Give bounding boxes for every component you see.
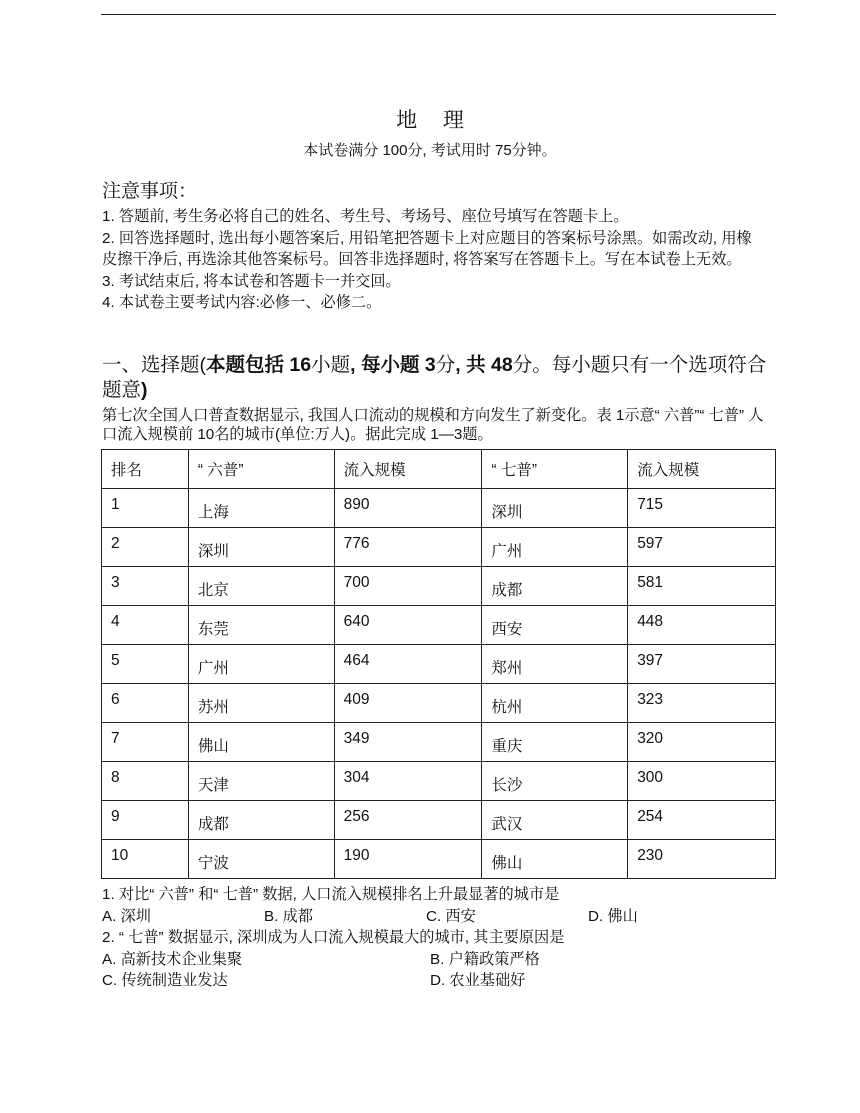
cell-inflow7: 230 — [628, 840, 776, 879]
cell-city7: 成都 — [482, 567, 628, 606]
cell-inflow6: 190 — [334, 840, 482, 879]
cell-city6: 佛山 — [188, 723, 334, 762]
cell-city6: 天津 — [188, 762, 334, 801]
header-inflow6: 流入规模 — [334, 450, 482, 489]
cell-city6: 苏州 — [188, 684, 334, 723]
table-row — [102, 840, 776, 879]
option-d: D. 农业基础好 — [430, 972, 526, 989]
cell-inflow7: 581 — [628, 567, 776, 606]
cell-rank: 10 — [102, 840, 189, 879]
notes-list — [102, 206, 762, 314]
option-c: C. 传统制造业发达 — [102, 972, 228, 989]
cell-inflow6: 256 — [334, 801, 482, 840]
cell-inflow7: 397 — [628, 645, 776, 684]
page-title: 地 理 — [396, 109, 474, 132]
notes-heading: 注意事项： — [102, 181, 198, 202]
cell-city6: 宁波 — [188, 840, 334, 879]
table-row — [102, 567, 776, 606]
note-item: 1. 答题前, 考生务必将自己的姓名、考生号、考场号、座位号填写在答题卡上。 — [102, 208, 629, 225]
cell-inflow6: 776 — [334, 528, 482, 567]
cell-rank: 1 — [102, 489, 189, 528]
option-a: A. 高新技术企业集聚 — [102, 950, 243, 968]
table-row — [102, 489, 776, 528]
cell-city7: 西安 — [482, 606, 628, 645]
cell-rank: 7 — [102, 723, 189, 762]
cell-city6: 深圳 — [188, 528, 334, 567]
cell-city7: 重庆 — [482, 723, 628, 762]
note-item: 3. 考试结束后, 将本试卷和答题卡一并交回。 — [102, 272, 401, 290]
cell-rank: 3 — [102, 567, 189, 606]
table-row — [102, 801, 776, 840]
exam-info: 本试卷满分 100分, 考试用时 75分钟。 — [303, 142, 557, 159]
cell-inflow7: 597 — [628, 528, 776, 567]
cell-inflow7: 323 — [628, 684, 776, 723]
cell-rank: 8 — [102, 762, 189, 801]
cell-city7: 广州 — [482, 528, 628, 567]
option-d: D. 佛山 — [588, 907, 638, 925]
cell-inflow6: 464 — [334, 645, 482, 684]
cell-rank: 2 — [102, 528, 189, 567]
cell-city7: 郑州 — [482, 645, 628, 684]
cell-inflow7: 254 — [628, 801, 776, 840]
cell-inflow6: 890 — [334, 489, 482, 528]
cell-rank: 4 — [102, 606, 189, 645]
cell-city7: 深圳 — [482, 489, 628, 528]
question-2-options-row-2 — [102, 970, 767, 992]
option-b: B. 户籍政策严格 — [430, 950, 540, 968]
cell-inflow7: 715 — [628, 489, 776, 528]
population-table — [101, 449, 776, 879]
table-row — [102, 528, 776, 567]
question-1-options — [102, 906, 767, 928]
table-row — [102, 606, 776, 645]
cell-inflow6: 349 — [334, 723, 482, 762]
header-rank: 排名 — [102, 450, 189, 489]
question-1-stem: 1. 对比“ 六普” 和“ 七普” 数据, 人口流入规模排名上升最显著的城市是 — [102, 886, 560, 903]
section-heading: 一、选择题(本题包括 16小题, 每小题 3分, 共 48分。每小题只有一个选项符合题意) — [102, 354, 767, 401]
cell-inflow7: 320 — [628, 723, 776, 762]
cell-city7: 杭州 — [482, 684, 628, 723]
note-item: 2. 回答选择题时, 选出每小题答案后, 用铅笔把答题卡上对应题目的答案标号涂黑。如需改动, 用橡皮擦干净后, 再选涂其他答案标号。回答非选择题时, 将答案写在答题卡上。写在本试卷上无效。 — [102, 229, 752, 268]
table-header-row — [102, 450, 776, 489]
cell-inflow7: 300 — [628, 762, 776, 801]
question-2-stem: 2. “ 七普” 数据显示, 深圳成为人口流入规模最大的城市, 其主要原因是 — [102, 929, 565, 946]
cell-city6: 北京 — [188, 567, 334, 606]
note-item: 4. 本试卷主要考试内容:必修一、必修二。 — [102, 294, 382, 311]
table-row — [102, 645, 776, 684]
cell-inflow6: 640 — [334, 606, 482, 645]
cell-inflow6: 700 — [334, 567, 482, 606]
header-inflow7: 流入规模 — [628, 450, 776, 489]
header-census6: “ 六普” — [188, 450, 334, 489]
option-b: B. 成都 — [264, 907, 313, 925]
cell-inflow6: 304 — [334, 762, 482, 801]
cell-city7: 长沙 — [482, 762, 628, 801]
question-2-options-row-1 — [102, 949, 767, 971]
cell-city7: 佛山 — [482, 840, 628, 879]
cell-rank: 9 — [102, 801, 189, 840]
table-row — [102, 723, 776, 762]
option-c: C. 西安 — [426, 907, 476, 925]
cell-city6: 东莞 — [188, 606, 334, 645]
cell-inflow6: 409 — [334, 684, 482, 723]
questions — [102, 884, 767, 992]
cell-city6: 成都 — [188, 801, 334, 840]
table-row — [102, 762, 776, 801]
top-rule — [101, 14, 776, 15]
cell-city6: 上海 — [188, 489, 334, 528]
question-intro: 第七次全国人口普查数据显示, 我国人口流动的规模和方向发生了新变化。表 1示意“ 六普”“ 七普” 人口流入规模前 10名的城市(单位:万人)。据此完成 1—3题。 — [102, 407, 764, 443]
cell-city7: 武汉 — [482, 801, 628, 840]
option-a: A. 深圳 — [102, 907, 151, 925]
cell-city6: 广州 — [188, 645, 334, 684]
cell-inflow7: 448 — [628, 606, 776, 645]
header-census7: “ 七普” — [482, 450, 628, 489]
cell-rank: 6 — [102, 684, 189, 723]
cell-rank: 5 — [102, 645, 189, 684]
table-row — [102, 684, 776, 723]
